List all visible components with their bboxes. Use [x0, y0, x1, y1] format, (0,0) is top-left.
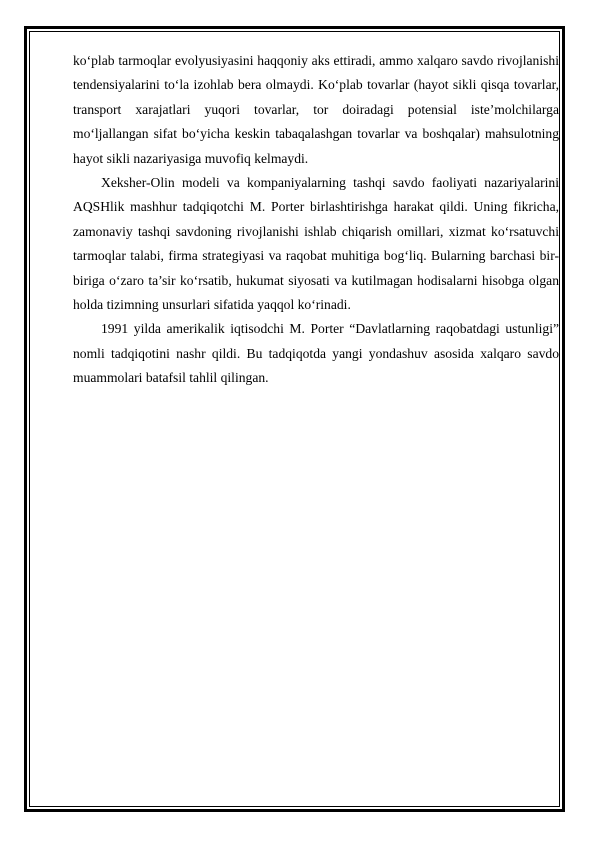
document-body — [73, 49, 559, 391]
paragraph-3: 1991 yilda amerikalik iqtisodchi M. Porter “Davlatlarning raqobatdagi ustunligi” nomli tadqiqotini nashr qildi. Bu tadqiqotda yangi yondashuv asosida xalqaro savdo muammolari batafsil tahlil qilingan. — [73, 321, 559, 386]
paragraph-1: ko‘plab tarmoqlar evolyusiyasini haqqoniy aks ettiradi, ammo xalqaro savdo rivojlanishi tendensiyalarini to‘la izohlab bera olmaydi. Ko‘plab tovarlar (hayot sikli qisqa tovarlar, transport xarajatlari yuqori tovarlar, tor doiradagi potensial iste’molchilarga mo‘ljallangan sifat bo‘yicha keskin tabaqalashgan tovarlar va boshqalar) mahsulotning hayot sikli nazariyasiga muvofiq kelmaydi. — [73, 53, 559, 166]
paragraph-2: Xeksher-Olin modeli va kompaniyalarning tashqi savdo faoliyati nazariyalarini AQSHlik mashhur tadqiqotchi M. Porter birlashtirishga harakat qildi. Uning fikricha, zamonaviy tashqi savdoning rivojlanishi ishlab chiqarish omillari, xizmat ko‘rsatuvchi tarmoqlar talabi, firma strategiyasi va raqobat muhitiga bog‘liq. Bularning barchasi bir-biriga o‘zaro ta’sir ko‘rsatib, hukumat siyosati va kutilmagan hodisalarni hisobga olgan holda tizimning unsurlari sifatida yaqqol ko‘rinadi. — [73, 175, 559, 313]
